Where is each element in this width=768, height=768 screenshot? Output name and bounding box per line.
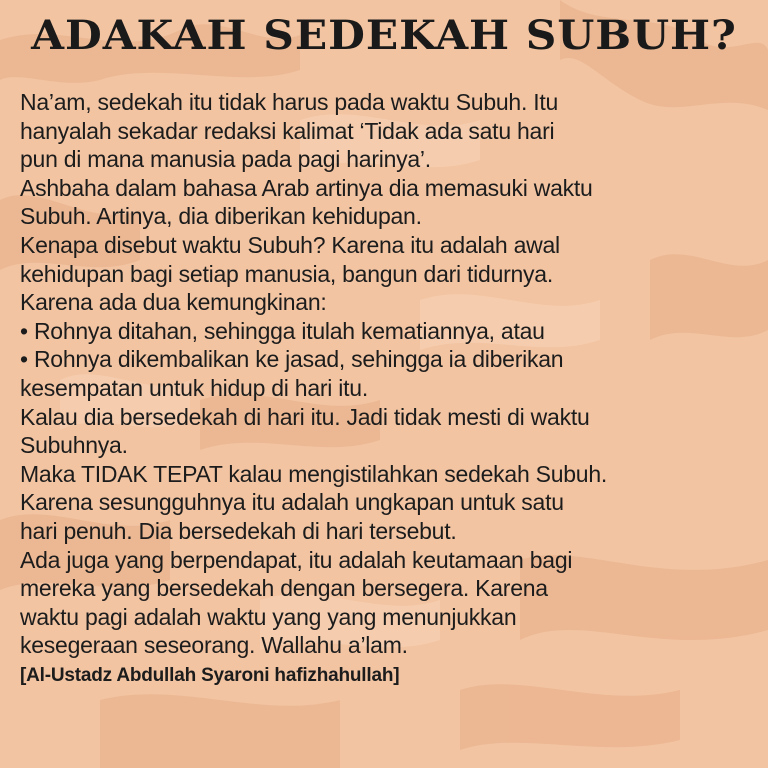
text-line: Ada juga yang berpendapat, itu adalah keutamaan bagi — [20, 546, 573, 573]
text-line: Subuh. Artinya, dia diberikan kehidupan. — [20, 203, 422, 230]
text-line: pun di mana manusia pada pagi harinya’. — [20, 146, 431, 173]
bullet-line: • Rohnya dikembalikan ke jasad, sehingga ia diberikan — [20, 346, 564, 373]
page-title: ADAKAH SEDEKAH SUBUH? — [31, 12, 737, 59]
text-line: Maka TIDAK TEPAT kalau mengistilahkan sedekah Subuh. — [20, 460, 608, 487]
bullet-line: • Rohnya ditahan, sehingga itulah kematiannya, atau — [20, 317, 545, 344]
text-line: Karena ada dua kemungkinan: — [20, 289, 327, 316]
text-line: Kenapa disebut waktu Subuh? Karena itu adalah awal — [20, 231, 560, 258]
text-line: kesegeraan seseorang. Wallahu a’lam. — [20, 632, 408, 659]
text-line: kehidupan bagi setiap manusia, bangun dari tidurnya. — [20, 260, 553, 287]
article-body — [20, 88, 755, 690]
text-line: Kalau dia bersedekah di hari itu. Jadi tidak mesti di waktu — [20, 403, 590, 430]
text-line: Karena sesungguhnya itu adalah ungkapan untuk satu — [20, 489, 564, 516]
text-line: Na’am, sedekah itu tidak harus pada waktu Subuh. Itu — [20, 89, 559, 115]
text-line: hari penuh. Dia bersedekah di hari tersebut. — [20, 517, 457, 544]
text-line: Ashbaha dalam bahasa Arab artinya dia memasuki waktu — [20, 174, 593, 201]
text-line: kesempatan untuk hidup di hari itu. — [20, 374, 368, 401]
text-line: mereka yang bersedekah dengan bersegera. Karena — [20, 575, 548, 602]
text-line: hanyalah sekadar redaksi kalimat ‘Tidak ada satu hari — [20, 117, 555, 144]
author-credit: [Al-Ustadz Abdullah Syaroni hafizhahullah] — [20, 664, 400, 686]
text-line: waktu pagi adalah waktu yang yang menunjukkan — [20, 603, 517, 630]
text-line: Subuhnya. — [20, 432, 128, 459]
